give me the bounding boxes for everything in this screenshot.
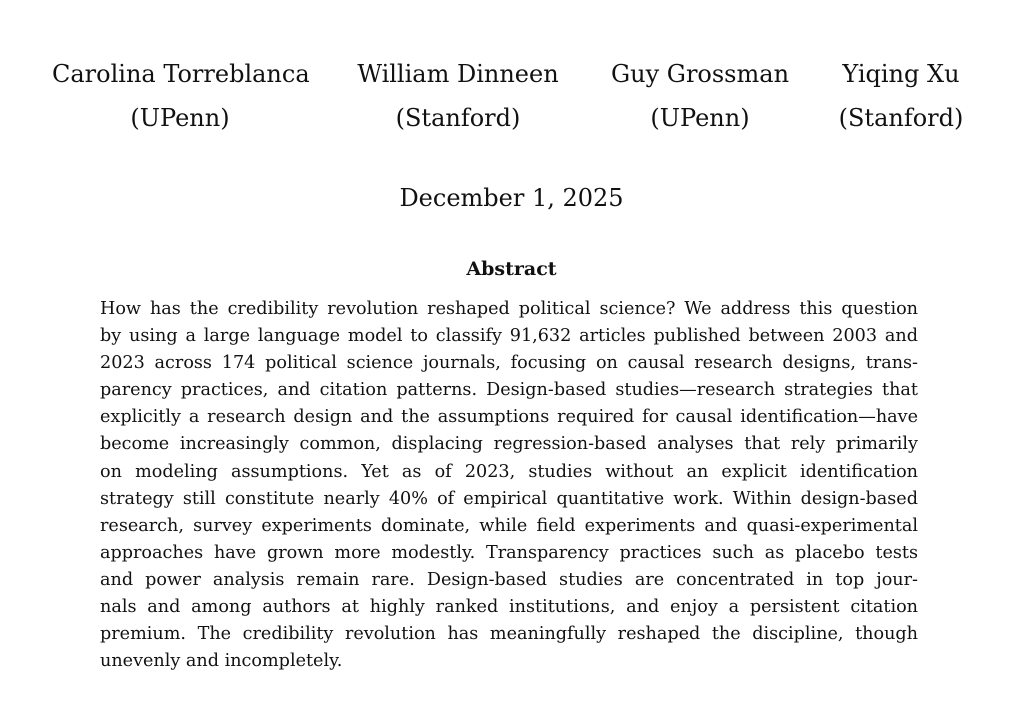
abstract-line: unevenly and incompletely. (100, 651, 343, 672)
abstract-line: on modeling assumptions. Yet as of 2023, studies without an explicit identification (100, 461, 918, 482)
author-affiliation: (Stanford) (838, 104, 964, 132)
author-name: Carolina Torreblanca (52, 60, 310, 88)
author-block (0, 52, 1023, 142)
author-name: Yiqing Xu (842, 60, 960, 88)
author-torreblanca (52, 52, 308, 140)
abstract-line: become increasingly common, displacing regression-based analyses that rely primarily (100, 434, 918, 455)
abstract-line: premium. The credibility revolution has meaningfully reshaped the discipline, though (100, 624, 918, 645)
author-affiliation: (Stanford) (395, 104, 521, 132)
author-affiliation: (UPenn) (650, 104, 750, 132)
abstract-line: and power analysis remain rare. Design-based studies are concentrated in top jour- (100, 569, 918, 590)
author-name: Guy Grossman (610, 60, 790, 88)
abstract-line: How has the credibility revolution reshaped political science? We address this question (100, 299, 918, 319)
author-grossman (604, 52, 796, 140)
abstract-line: approaches have grown more modestly. Transparency practices such as placebo tests (100, 542, 918, 563)
author-affiliation: (UPenn) (130, 104, 230, 132)
abstract-line: parency practices, and citation patterns. Design-based studies—research strategies that (100, 380, 918, 401)
author-name: William Dinneen (357, 60, 559, 88)
abstract-heading: Abstract (466, 258, 557, 280)
author-dinneen (352, 52, 564, 140)
abstract-line: by using a large language model to classify 91,632 articles published between 2003 and (100, 326, 918, 347)
abstract-line: strategy still constitute nearly 40% of empirical quantitative work. Within design-based (100, 488, 918, 509)
publication-date: December 1, 2025 (399, 184, 624, 212)
abstract-body (100, 296, 918, 675)
abstract-line: explicitly a research design and the assumptions required for causal identification—have (100, 407, 918, 428)
abstract-line: research, survey experiments dominate, while field experiments and quasi-experimental (100, 515, 918, 536)
abstract-line: 2023 across 174 political science journals, focusing on causal research designs, trans- (100, 353, 918, 374)
author-xu (832, 52, 970, 140)
abstract-line: nals and among authors at highly ranked institutions, and enjoy a persistent citation (100, 597, 918, 618)
